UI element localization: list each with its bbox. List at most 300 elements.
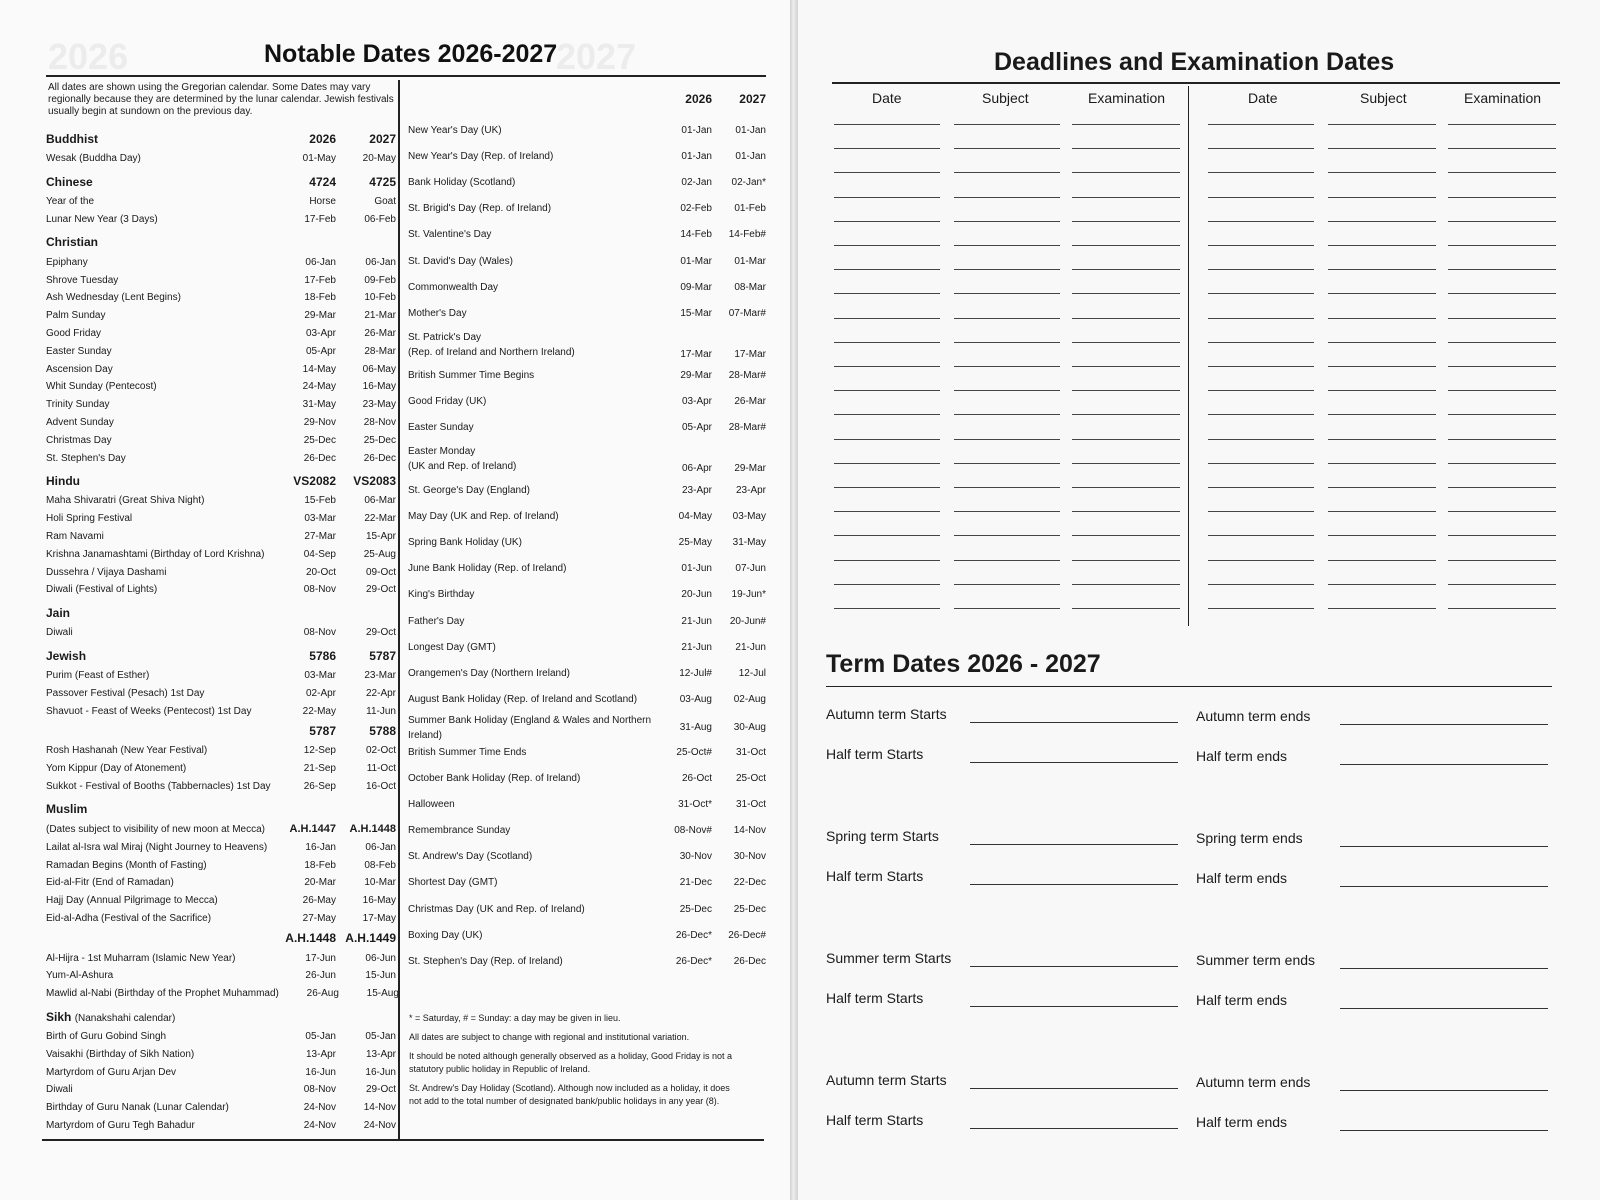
term-start-date-line[interactable] [970, 762, 1178, 763]
deadline-entry-line[interactable] [954, 342, 1060, 343]
deadline-entry-line[interactable] [954, 318, 1060, 319]
deadline-col-date: Date [1248, 90, 1278, 106]
deadline-entry-line[interactable] [1208, 390, 1314, 391]
deadline-entry-line[interactable] [1448, 535, 1556, 536]
deadline-entry-line[interactable] [1072, 584, 1180, 585]
deadline-entry-line[interactable] [954, 172, 1060, 173]
date-2027: 08-Mar [734, 281, 766, 293]
term-start-date-line[interactable] [970, 1128, 1178, 1129]
religion-heading-row [46, 602, 396, 624]
deadline-entry-line[interactable] [834, 221, 940, 222]
holiday-row [408, 687, 766, 713]
deadline-entry-line[interactable] [1208, 439, 1314, 440]
deadline-entry-line[interactable] [1448, 463, 1556, 464]
religion-section [46, 720, 396, 795]
deadline-entry-line[interactable] [1448, 560, 1556, 561]
religious-date-row [46, 1028, 396, 1046]
date-2026: 05-Apr [681, 422, 712, 434]
deadline-entry-line[interactable] [1328, 366, 1436, 367]
deadline-entry-line[interactable] [1072, 318, 1180, 319]
deadline-entry-line[interactable] [1448, 124, 1556, 125]
term-end-date-line[interactable] [1340, 1130, 1548, 1131]
religious-date-row [46, 325, 396, 343]
event-name: Trinity Sunday [46, 399, 110, 411]
deadline-entry-line[interactable] [1208, 221, 1314, 222]
deadline-entry-line[interactable] [834, 245, 940, 246]
date-2026: 01-Mar [680, 255, 712, 267]
deadline-entry-line[interactable] [1208, 124, 1314, 125]
deadline-col-subject: Subject [982, 90, 1029, 106]
deadline-entry-line[interactable] [1328, 172, 1436, 173]
religious-date-row [46, 150, 396, 168]
event-name: Sukkot - Festival of Booths (Tabbernacles) 1st Day [46, 780, 271, 792]
deadline-entry-line[interactable] [834, 487, 940, 488]
deadline-entry-line[interactable] [1448, 172, 1556, 173]
term-end-date-line[interactable] [1340, 968, 1548, 969]
deadline-entry-line[interactable] [1448, 245, 1556, 246]
deadline-entry-line[interactable] [954, 390, 1060, 391]
event-name: Year of the [46, 196, 95, 208]
deadline-entry-line[interactable] [1328, 269, 1436, 270]
deadline-entry-line[interactable] [954, 608, 1060, 609]
holiday-row [408, 922, 766, 948]
holiday-row [408, 222, 766, 248]
deadline-entry-line[interactable] [1328, 560, 1436, 561]
deadline-entry-line[interactable] [1072, 269, 1180, 270]
deadline-entry-line[interactable] [834, 269, 940, 270]
deadline-entry-line[interactable] [834, 560, 940, 561]
holiday-name: Spring Bank Holiday (UK) [408, 537, 522, 549]
deadline-entry-line[interactable] [1328, 511, 1436, 512]
religion-heading-row [46, 820, 396, 838]
deadline-entry-line[interactable] [1072, 390, 1180, 391]
deadline-entry-line[interactable] [1208, 414, 1314, 415]
event-name: Lunar New Year (3 Days) [46, 213, 158, 225]
deadline-entry-line[interactable] [1448, 439, 1556, 440]
deadline-entry-line[interactable] [1208, 197, 1314, 198]
date-2027: 22-Apr [365, 687, 396, 699]
religion-year-1: 5787 [309, 723, 336, 738]
date-2027: 13-Apr [365, 1048, 396, 1060]
deadline-entry-line[interactable] [1328, 197, 1436, 198]
term-end-date-line[interactable] [1340, 886, 1548, 887]
religion-heading-row [46, 470, 396, 492]
deadline-entry-line[interactable] [834, 535, 940, 536]
date-2026: 17-Feb [304, 274, 336, 286]
holiday-row [408, 389, 766, 415]
date-2027: 15-Apr [365, 530, 396, 542]
deadline-entry-line[interactable] [1328, 390, 1436, 391]
holiday-row [408, 196, 766, 222]
deadline-entry-line[interactable] [954, 366, 1060, 367]
event-name: Maha Shivaratri (Great Shiva Night) [46, 495, 205, 507]
religious-date-row [46, 1099, 396, 1117]
term-start-date-line[interactable] [970, 884, 1178, 885]
deadline-entry-line[interactable] [834, 439, 940, 440]
term-end-date-line[interactable] [1340, 1090, 1548, 1091]
date-2027: 26-Mar [734, 396, 766, 408]
event-name: Wesak (Buddha Day) [46, 153, 141, 165]
deadline-entry-line[interactable] [1448, 608, 1556, 609]
date-2027: 28-Mar [364, 345, 396, 357]
deadline-entry-line[interactable] [834, 197, 940, 198]
date-2027: 07-Mar# [728, 307, 766, 319]
deadline-entry-line[interactable] [1072, 487, 1180, 488]
date-2027: 06-Jan [365, 256, 396, 268]
date-2026: 08-Nov# [674, 825, 712, 837]
term-start-date-line[interactable] [970, 1006, 1178, 1007]
deadline-entry-line[interactable] [954, 560, 1060, 561]
date-2027: 31-Oct [735, 798, 766, 810]
date-2026: 25-May [678, 537, 712, 549]
date-2026: 26-Jun [305, 970, 336, 982]
event-name: Palm Sunday [46, 310, 106, 322]
deadline-entry-line[interactable] [954, 124, 1060, 125]
date-2026: 26-Dec* [675, 929, 712, 941]
deadline-entry-line[interactable] [1328, 414, 1436, 415]
deadline-entry-line[interactable] [834, 342, 940, 343]
date-2027: 29-Mar [734, 463, 766, 475]
date-2026: 08-Nov [303, 584, 336, 596]
deadline-entry-line[interactable] [1208, 269, 1314, 270]
date-2026: 04-May [678, 510, 712, 522]
religious-date-row [46, 449, 396, 467]
date-2026: 26-Aug [306, 988, 339, 1000]
holiday-row [408, 248, 766, 274]
deadline-entry-line[interactable] [1208, 511, 1314, 512]
deadline-entry-line[interactable] [954, 293, 1060, 294]
term-start-date-line[interactable] [970, 966, 1178, 967]
religion-heading: Christian [46, 235, 99, 250]
deadline-entry-line[interactable] [834, 584, 940, 585]
date-2027: 01-Feb [734, 203, 766, 215]
date-2026: 20-Jun [681, 589, 712, 601]
deadline-entry-line[interactable] [1328, 487, 1436, 488]
event-name: Al-Hijra - 1st Muharram (Islamic New Year) [46, 952, 236, 964]
date-2027: 24-Nov [363, 1120, 396, 1132]
deadline-entry-line[interactable] [1072, 293, 1180, 294]
deadline-entry-line[interactable] [1328, 342, 1436, 343]
deadline-entry-line[interactable] [1208, 148, 1314, 149]
holiday-row [408, 556, 766, 582]
religious-date-row [46, 581, 396, 599]
date-2027: 23-Apr [735, 484, 766, 496]
deadline-entry-line[interactable] [834, 293, 940, 294]
event-name: Martyrdom of Guru Arjan Dev [46, 1066, 177, 1078]
date-2026: 31-May [302, 399, 336, 411]
date-2026: 29-Mar [680, 370, 712, 382]
deadline-entry-line[interactable] [1208, 342, 1314, 343]
religion-heading-row [46, 927, 396, 949]
date-2026: 29-Mar [304, 310, 336, 322]
religion-section [46, 820, 396, 927]
deadline-entry-line[interactable] [1328, 245, 1436, 246]
deadline-entry-line[interactable] [1328, 439, 1436, 440]
date-2027: 14-Nov [363, 1102, 396, 1114]
religious-date-row [46, 910, 396, 928]
religious-date-row [46, 342, 396, 360]
date-2027: 12-Jul [738, 667, 766, 679]
deadline-entry-line[interactable] [1208, 318, 1314, 319]
religion-heading-row [46, 171, 396, 193]
term-end-date-line[interactable] [1340, 724, 1548, 725]
deadline-entry-line[interactable] [834, 463, 940, 464]
date-2026: 15-Feb [304, 495, 336, 507]
deadline-entry-line[interactable] [1448, 293, 1556, 294]
date-2026: 09-Mar [680, 281, 712, 293]
deadline-entry-line[interactable] [1208, 584, 1314, 585]
deadline-entry-line[interactable] [954, 584, 1060, 585]
date-2026: 05-Jan [305, 1031, 336, 1043]
date-2026: 22-May [302, 705, 336, 717]
deadline-entry-line[interactable] [1208, 608, 1314, 609]
term-start-date-line[interactable] [970, 844, 1178, 845]
deadline-entry-line[interactable] [1208, 293, 1314, 294]
footnote: All dates are subject to change with regional and institutional variation. [409, 1032, 690, 1042]
date-2027: 14-Nov [733, 825, 766, 837]
holiday-name: St. Brigid's Day (Rep. of Ireland) [408, 203, 552, 215]
holiday-name: October Bank Holiday (Rep. of Ireland) [408, 772, 581, 784]
date-2027: 25-Dec [733, 903, 766, 915]
holiday-name: Commonwealth Day [408, 281, 499, 293]
religion-section [46, 798, 396, 820]
deadline-entry-line[interactable] [1072, 342, 1180, 343]
date-2026: 25-Dec [303, 434, 336, 446]
religious-date-row [46, 431, 396, 449]
holiday-name: June Bank Holiday (Rep. of Ireland) [408, 563, 567, 575]
deadline-entry-line[interactable] [1448, 390, 1556, 391]
deadline-entry-line[interactable] [1208, 535, 1314, 536]
deadline-entry-line[interactable] [1072, 197, 1180, 198]
religious-date-row [46, 378, 396, 396]
date-2027: 17-May [362, 912, 396, 924]
deadline-entry-line[interactable] [954, 414, 1060, 415]
date-2027: 29-Oct [365, 584, 396, 596]
deadline-entry-line[interactable] [1072, 463, 1180, 464]
term-start-label: Half term Starts [826, 990, 924, 1006]
deadline-entry-line[interactable] [1448, 342, 1556, 343]
deadline-entry-line[interactable] [1072, 560, 1180, 561]
deadline-entry-line[interactable] [1208, 463, 1314, 464]
date-2027: 16-Oct [365, 780, 396, 792]
deadline-entry-line[interactable] [834, 318, 940, 319]
deadline-entry-line[interactable] [1072, 124, 1180, 125]
religion-year-2: 2027 [369, 132, 396, 146]
religion-year-2: 5788 [369, 723, 396, 738]
event-name: Eid-al-Fitr (End of Ramadan) [46, 877, 174, 889]
deadline-entry-line[interactable] [1072, 366, 1180, 367]
deadline-entry-line[interactable] [1448, 318, 1556, 319]
religion-year-1: VS2082 [293, 473, 336, 488]
religious-dates-list [46, 128, 399, 1134]
deadline-entry-line[interactable] [1328, 293, 1436, 294]
date-2026: 02-Feb [680, 203, 712, 215]
deadline-entry-line[interactable] [1072, 172, 1180, 173]
date-2027: 06-Jun [365, 952, 396, 964]
deadline-entry-line[interactable] [1072, 439, 1180, 440]
deadline-entry-line[interactable] [1448, 584, 1556, 585]
holiday-row [408, 818, 766, 844]
deadline-entry-line[interactable] [954, 148, 1060, 149]
deadline-entry-line[interactable] [954, 439, 1060, 440]
deadline-entry-line[interactable] [1448, 221, 1556, 222]
religion-year-2: VS2083 [353, 473, 396, 488]
date-2027: 06-May [362, 363, 396, 375]
religion-section [46, 927, 399, 1002]
deadline-entry-line[interactable] [1072, 535, 1180, 536]
date-2026: 18-Feb [304, 292, 336, 304]
deadline-entry-line[interactable] [834, 511, 940, 512]
religious-date-row [46, 1117, 396, 1135]
term-end-date-line[interactable] [1340, 764, 1548, 765]
deadline-entry-line[interactable] [1208, 487, 1314, 488]
date-2027: 28-Mar# [728, 422, 766, 434]
event-name: Birth of Guru Gobind Singh [46, 1031, 167, 1043]
deadline-entry-line[interactable] [954, 511, 1060, 512]
date-2026: 24-Nov [303, 1102, 336, 1114]
religion-heading-row [46, 720, 396, 742]
religious-date-row [46, 193, 396, 211]
term-end-date-line[interactable] [1340, 1008, 1548, 1009]
deadline-entry-line[interactable] [1448, 511, 1556, 512]
religion-section [46, 470, 396, 599]
deadline-entry-line[interactable] [834, 124, 940, 125]
deadline-entry-line[interactable] [834, 390, 940, 391]
deadline-entry-line[interactable] [954, 535, 1060, 536]
religion-section [46, 128, 396, 168]
term-start-label: Half term Starts [826, 868, 924, 884]
deadline-entry-line[interactable] [1448, 148, 1556, 149]
date-2027: 02-Oct [365, 745, 396, 757]
date-2027: 25-Dec [363, 434, 396, 446]
date-2027: 26-Dec# [728, 929, 766, 941]
deadline-entry-line[interactable] [954, 487, 1060, 488]
deadline-entry-line[interactable] [1448, 366, 1556, 367]
date-2027: 16-May [362, 895, 396, 907]
date-2027: Goat [374, 196, 396, 208]
date-2027: 02-Jan* [731, 176, 766, 188]
date-2027: 17-Mar [734, 348, 766, 360]
date-2027: 31-May [732, 537, 766, 549]
deadline-entry-line[interactable] [834, 148, 940, 149]
deadline-entry-line[interactable] [1072, 245, 1180, 246]
date-2026: 29-Nov [303, 416, 336, 428]
deadline-entry-line[interactable] [1072, 511, 1180, 512]
religious-date-row [46, 892, 396, 910]
religious-date-row [46, 702, 396, 720]
deadline-entry-line[interactable] [1208, 560, 1314, 561]
event-name: Good Friday [46, 327, 102, 339]
date-2027: 05-Jan [365, 1031, 396, 1043]
date-2027: 02-Aug [733, 694, 766, 706]
footnote: St. Andrew's Day Holiday (Scotland). Although now included as a holiday, it does not add to the total number of designated bank/public holidays in any year (8). [409, 1083, 730, 1106]
deadline-entry-line[interactable] [1328, 608, 1436, 609]
religion-heading: Buddhist [46, 132, 98, 146]
term-start-date-line[interactable] [970, 1088, 1178, 1089]
date-2026: 17-Jun [305, 952, 336, 964]
term-start-date-line[interactable] [970, 722, 1178, 723]
religion-year-1: 2026 [309, 132, 336, 146]
religion-heading: Jewish [46, 648, 87, 663]
event-name: Purim (Feast of Esther) [46, 669, 150, 681]
deadline-entry-line[interactable] [1208, 172, 1314, 173]
date-2027: 07-Jun [735, 563, 766, 575]
date-2027: 30-Aug [733, 722, 766, 734]
term-end-label: Half term ends [1196, 870, 1288, 886]
term-end-label: Autumn term ends [1196, 1074, 1311, 1090]
date-2027: 01-Jan [735, 124, 766, 136]
date-2027: 14-Feb# [728, 229, 766, 241]
date-2027: 06-Feb [364, 213, 396, 225]
holiday-name: King's Birthday [408, 589, 475, 601]
date-2027: 29-Oct [365, 1084, 396, 1096]
deadline-entry-line[interactable] [1448, 197, 1556, 198]
holiday-name: Remembrance Sunday [408, 825, 511, 837]
date-2026: 23-Apr [681, 484, 712, 496]
deadline-entry-line[interactable] [834, 172, 940, 173]
deadline-entry-line[interactable] [1328, 148, 1436, 149]
deadline-entry-line[interactable] [1328, 584, 1436, 585]
event-name: Shavuot - Feast of Weeks (Pentecost) 1st Day [46, 705, 252, 717]
date-2026: 21-Jun [681, 641, 712, 653]
deadline-entry-line[interactable] [1328, 221, 1436, 222]
religious-date-row [46, 967, 396, 985]
deadline-entry-line[interactable] [1208, 245, 1314, 246]
deadline-entry-line[interactable] [1328, 463, 1436, 464]
deadline-entry-line[interactable] [1448, 487, 1556, 488]
deadline-entry-line[interactable] [954, 245, 1060, 246]
religion-heading-row [46, 1006, 396, 1028]
religious-date-row [46, 1063, 396, 1081]
holiday-name: Summer Bank Holiday (England & Wales and Northern Ireland) [408, 714, 652, 741]
term-rule [826, 686, 1552, 687]
holiday-name: Longest Day (GMT) [408, 641, 496, 653]
deadline-entry-line[interactable] [1328, 318, 1436, 319]
deadline-entry-line[interactable] [1448, 269, 1556, 270]
deadline-entry-line[interactable] [1328, 535, 1436, 536]
deadline-entry-line[interactable] [1072, 608, 1180, 609]
deadline-entry-line[interactable] [1448, 414, 1556, 415]
term-end-label: Autumn term ends [1196, 708, 1311, 724]
religion-year-2: 4725 [369, 174, 396, 189]
deadline-entry-line[interactable] [954, 463, 1060, 464]
deadline-entry-line[interactable] [1072, 148, 1180, 149]
deadline-entry-line[interactable] [954, 269, 1060, 270]
deadline-entry-line[interactable] [1208, 366, 1314, 367]
religious-date-row [46, 211, 396, 229]
term-end-date-line[interactable] [1340, 846, 1548, 847]
deadline-entry-line[interactable] [1072, 221, 1180, 222]
term-end-label: Half term ends [1196, 748, 1288, 764]
notable-dates-title: Notable Dates 2026-2027 [264, 40, 558, 68]
event-name: Ascension Day [46, 363, 113, 375]
deadline-entry-line[interactable] [1328, 124, 1436, 125]
event-name: Advent Sunday [46, 416, 114, 428]
deadline-entry-line[interactable] [834, 414, 940, 415]
deadline-entry-line[interactable] [954, 221, 1060, 222]
date-2026: 24-May [302, 381, 336, 393]
deadline-entry-line[interactable] [834, 608, 940, 609]
deadline-entry-line[interactable] [954, 197, 1060, 198]
deadline-entry-line[interactable] [834, 366, 940, 367]
holiday-name: St. Andrew's Day (Scotland) [408, 851, 533, 863]
date-2026: 02-Jan [681, 176, 712, 188]
religious-date-row [46, 760, 396, 778]
date-2026: 01-May [302, 153, 336, 165]
date-2026: 30-Nov [679, 851, 712, 863]
religious-date-row [46, 1081, 396, 1099]
deadline-entry-line[interactable] [1072, 414, 1180, 415]
